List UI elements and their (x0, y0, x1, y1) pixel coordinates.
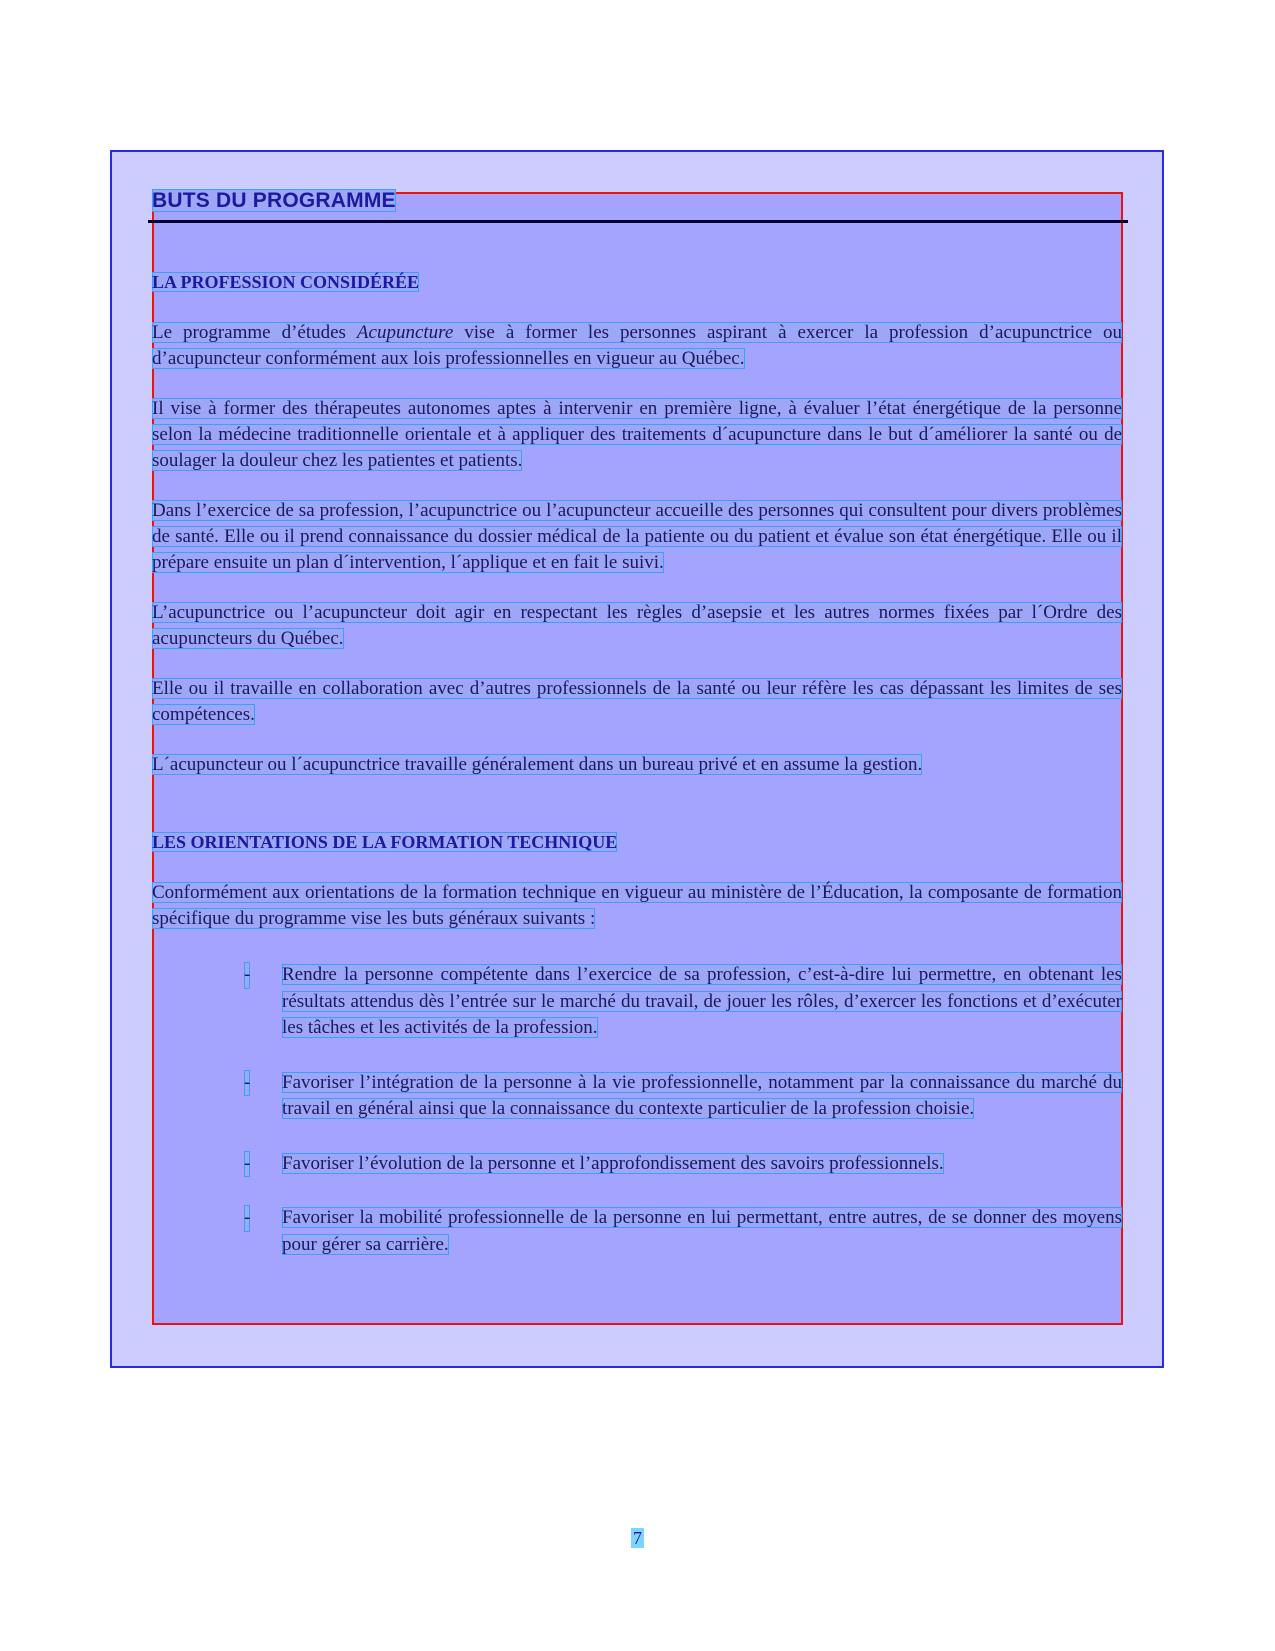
page-title-text: BUTS DU PROGRAMME (152, 189, 396, 212)
paragraph-4-text: L’acupunctrice ou l’acupuncteur doit agir en respectant les règles d’asepsie et les autres normes fixées par l´Ordre des acupuncteurs du Québec. (152, 602, 1122, 649)
page-title (152, 188, 1122, 214)
paragraph-5 (152, 676, 1122, 728)
bullet-dash: - (244, 1205, 250, 1232)
paragraph-6 (152, 752, 1122, 778)
section-heading-orientations (152, 830, 1122, 854)
paragraph-1 (152, 320, 1122, 372)
paragraph-1-lead: Le programme d’études (152, 322, 357, 343)
orientations-intro (152, 880, 1122, 932)
paragraph-2 (152, 396, 1122, 474)
paragraph-2-text: Il vise à former des thérapeutes autonomes aptes à intervenir en première ligne, à évaluer l’état énergétique de la personne selon la médecine traditionnelle orientale et à appliquer des traitements d´acupuncture dans le but d´améliorer la santé ou de soulager la douleur chez les patientes et patients. (152, 398, 1122, 471)
paragraph-3 (152, 498, 1122, 576)
paragraph-6-text: L´acupuncteur ou l´acupunctrice travaille généralement dans un bureau privé et en assume la gestion. (152, 754, 923, 775)
goals-list (152, 962, 1122, 1258)
paragraph-3-text: Dans l’exercice de sa profession, l’acupunctrice ou l’acupuncteur accueille des personnes qui consultent pour divers problèmes de santé. Elle ou il prend connaissance du dossier médical de la patiente ou du patient et évalue son état énergétique. Elle ou il prépare ensuite un plan d´intervention, l´applique et en fait le suivi. (152, 500, 1122, 573)
paragraph-5-text: Elle ou il travaille en collaboration avec d’autres professionnels de la santé ou leur réfère les cas dépassant les limites de ses compétences. (152, 678, 1122, 725)
page-number-text: 7 (633, 1528, 642, 1548)
goal-text: Favoriser la mobilité professionnelle de la personne en lui permettant, entre autres, de se donner des moyens pour gérer sa carrière. (282, 1207, 1122, 1255)
document-content (152, 188, 1122, 1258)
goal-text: Rendre la personne compétente dans l’exercice de sa profession, c’est-à-dire lui permettre, en obtenant les résultats attendus dès l’entrée sur le marché du travail, de jouer les rôles, d’exercer les fonctions et d’exécuter les tâches et les activités de la profession. (282, 964, 1122, 1038)
list-item (152, 1151, 1122, 1178)
program-name: Acupuncture (356, 322, 454, 343)
goal-text: Favoriser l’intégration de la personne à la vie professionnelle, notamment par la connaissance du marché du travail en général ainsi que la connaissance du contexte particulier de la profession choisie. (282, 1071, 1122, 1119)
section-heading-orientations-text: LES ORIENTATIONS DE LA FORMATION TECHNIQUE (152, 832, 618, 852)
paragraph-4 (152, 600, 1122, 652)
bullet-dash: - (244, 1070, 250, 1097)
orientations-intro-text: Conformément aux orientations de la formation technique en vigueur au ministère de l’Éducation, la composante de formation spécifique du programme vise les buts généraux suivants : (152, 882, 1122, 929)
goal-text: Favoriser l’évolution de la personne et l’approfondissement des savoirs professionnels. (282, 1152, 944, 1174)
bullet-dash: - (244, 1151, 250, 1178)
page-number (0, 1528, 1275, 1549)
bullet-dash: - (244, 962, 250, 989)
list-item (152, 1205, 1122, 1258)
paragraph-1-rest: vise à former les personnes aspirant à exercer la profession d’acupunctrice ou d’acupuncteur conformément aux lois professionnelles en vigueur au Québec. (152, 322, 1122, 369)
list-item (152, 962, 1122, 1042)
section-heading-profession-text: LA PROFESSION CONSIDÉRÉE (152, 272, 420, 292)
list-item (152, 1070, 1122, 1123)
section-heading-profession (152, 270, 1122, 294)
